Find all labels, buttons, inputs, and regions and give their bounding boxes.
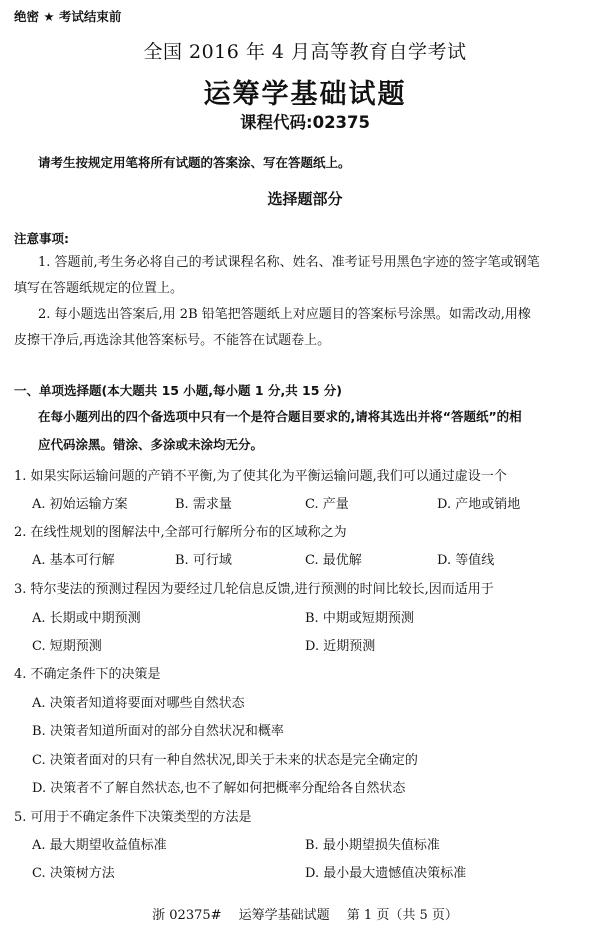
question-5-option-c: C. 决策树方法 — [32, 866, 115, 881]
question-1-option-d: D. 产地或销地 — [437, 497, 521, 512]
secrecy-label: 绝密 ★ 考试结束前 — [14, 9, 122, 24]
question-5-option-d: D. 最小最大遗憾值决策标准 — [305, 866, 467, 881]
question-5-option-a: A. 最大期望收益值标准 — [32, 838, 167, 853]
page-footer: 浙 02375# 运筹学基础试题 第 1 页（共 5 页） — [152, 908, 458, 923]
question-5-option-b: B. 最小期望损失值标准 — [305, 838, 440, 853]
question-3-option-a: A. 长期或中期预测 — [32, 611, 141, 626]
attention-item-2-line-1: 2. 每小题选出答案后,用 2B 铅笔把答题纸上对应题目的答案标号涂黑。如需改动,用橡 — [38, 307, 531, 322]
section-1-instruction-line-1: 在每小题列出的四个备选项中只有一个是符合题目要求的,请将其选出并将“答题纸”的相 — [38, 409, 522, 424]
question-2-option-a: A. 基本可行解 — [32, 553, 115, 568]
question-1-option-c: C. 产量 — [305, 497, 349, 512]
answer-notice: 请考生按规定用笔将所有试题的答案涂、写在答题纸上。 — [38, 155, 351, 170]
question-2-option-b: B. 可行域 — [175, 553, 232, 568]
question-2-stem: 2. 在线性规划的图解法中,全部可行解所分布的区域称之为 — [14, 525, 347, 540]
question-1-option-a: A. 初始运输方案 — [32, 497, 128, 512]
question-1-stem: 1. 如果实际运输问题的产销不平衡,为了使其化为平衡运输问题,我们可以通过虚设一个 — [14, 469, 507, 484]
attention-heading: 注意事项: — [14, 231, 69, 246]
question-3-option-d: D. 近期预测 — [305, 639, 376, 654]
question-4-stem: 4. 不确定条件下的决策是 — [14, 667, 161, 682]
question-5-stem: 5. 可用于不确定条件下决策类型的方法是 — [14, 810, 252, 825]
section-1-instruction-line-2: 应代码涂黑。错涂、多涂或未涂均无分。 — [38, 437, 264, 452]
question-2-option-d: D. 等值线 — [437, 553, 495, 568]
question-1-option-b: B. 需求量 — [175, 497, 232, 512]
attention-item-1-line-2: 填写在答题纸规定的位置上。 — [14, 281, 184, 296]
question-4-option-a: A. 决策者知道将要面对哪些自然状态 — [32, 696, 245, 711]
question-3-option-b: B. 中期或短期预测 — [305, 611, 414, 626]
subject-title: 运筹学基础试题 — [203, 79, 407, 110]
question-4-option-c: C. 决策者面对的只有一种自然状况,即关于未来的状态是完全确定的 — [32, 753, 418, 768]
question-3-stem: 3. 特尔斐法的预测过程因为要经过几轮信息反馈,进行预测的时间比较长,因而适用于 — [14, 582, 494, 597]
question-4-option-d: D. 决策者不了解自然状态,也不了解如何把概率分配给各自然状态 — [32, 781, 406, 796]
attention-item-2-line-2: 皮擦干净后,再选涂其他答案标号。不能答在试题卷上。 — [14, 333, 331, 348]
attention-item-1-line-1: 1. 答题前,考生务必将自己的考试课程名称、姓名、准考证号用黑色字迹的签字笔或钢笔 — [38, 255, 540, 270]
course-code: 课程代码:02375 — [239, 113, 370, 132]
question-2-option-c: C. 最优解 — [305, 553, 362, 568]
exam-title: 全国 2016 年 4 月高等教育自学考试 — [143, 41, 467, 63]
section-1-header: 一、单项选择题(本大题共 15 小题,每小题 1 分,共 15 分) — [14, 383, 343, 398]
question-3-option-c: C. 短期预测 — [32, 639, 102, 654]
part-title: 选择题部分 — [267, 190, 343, 208]
question-4-option-b: B. 决策者知道所面对的部分自然状况和概率 — [32, 724, 284, 739]
